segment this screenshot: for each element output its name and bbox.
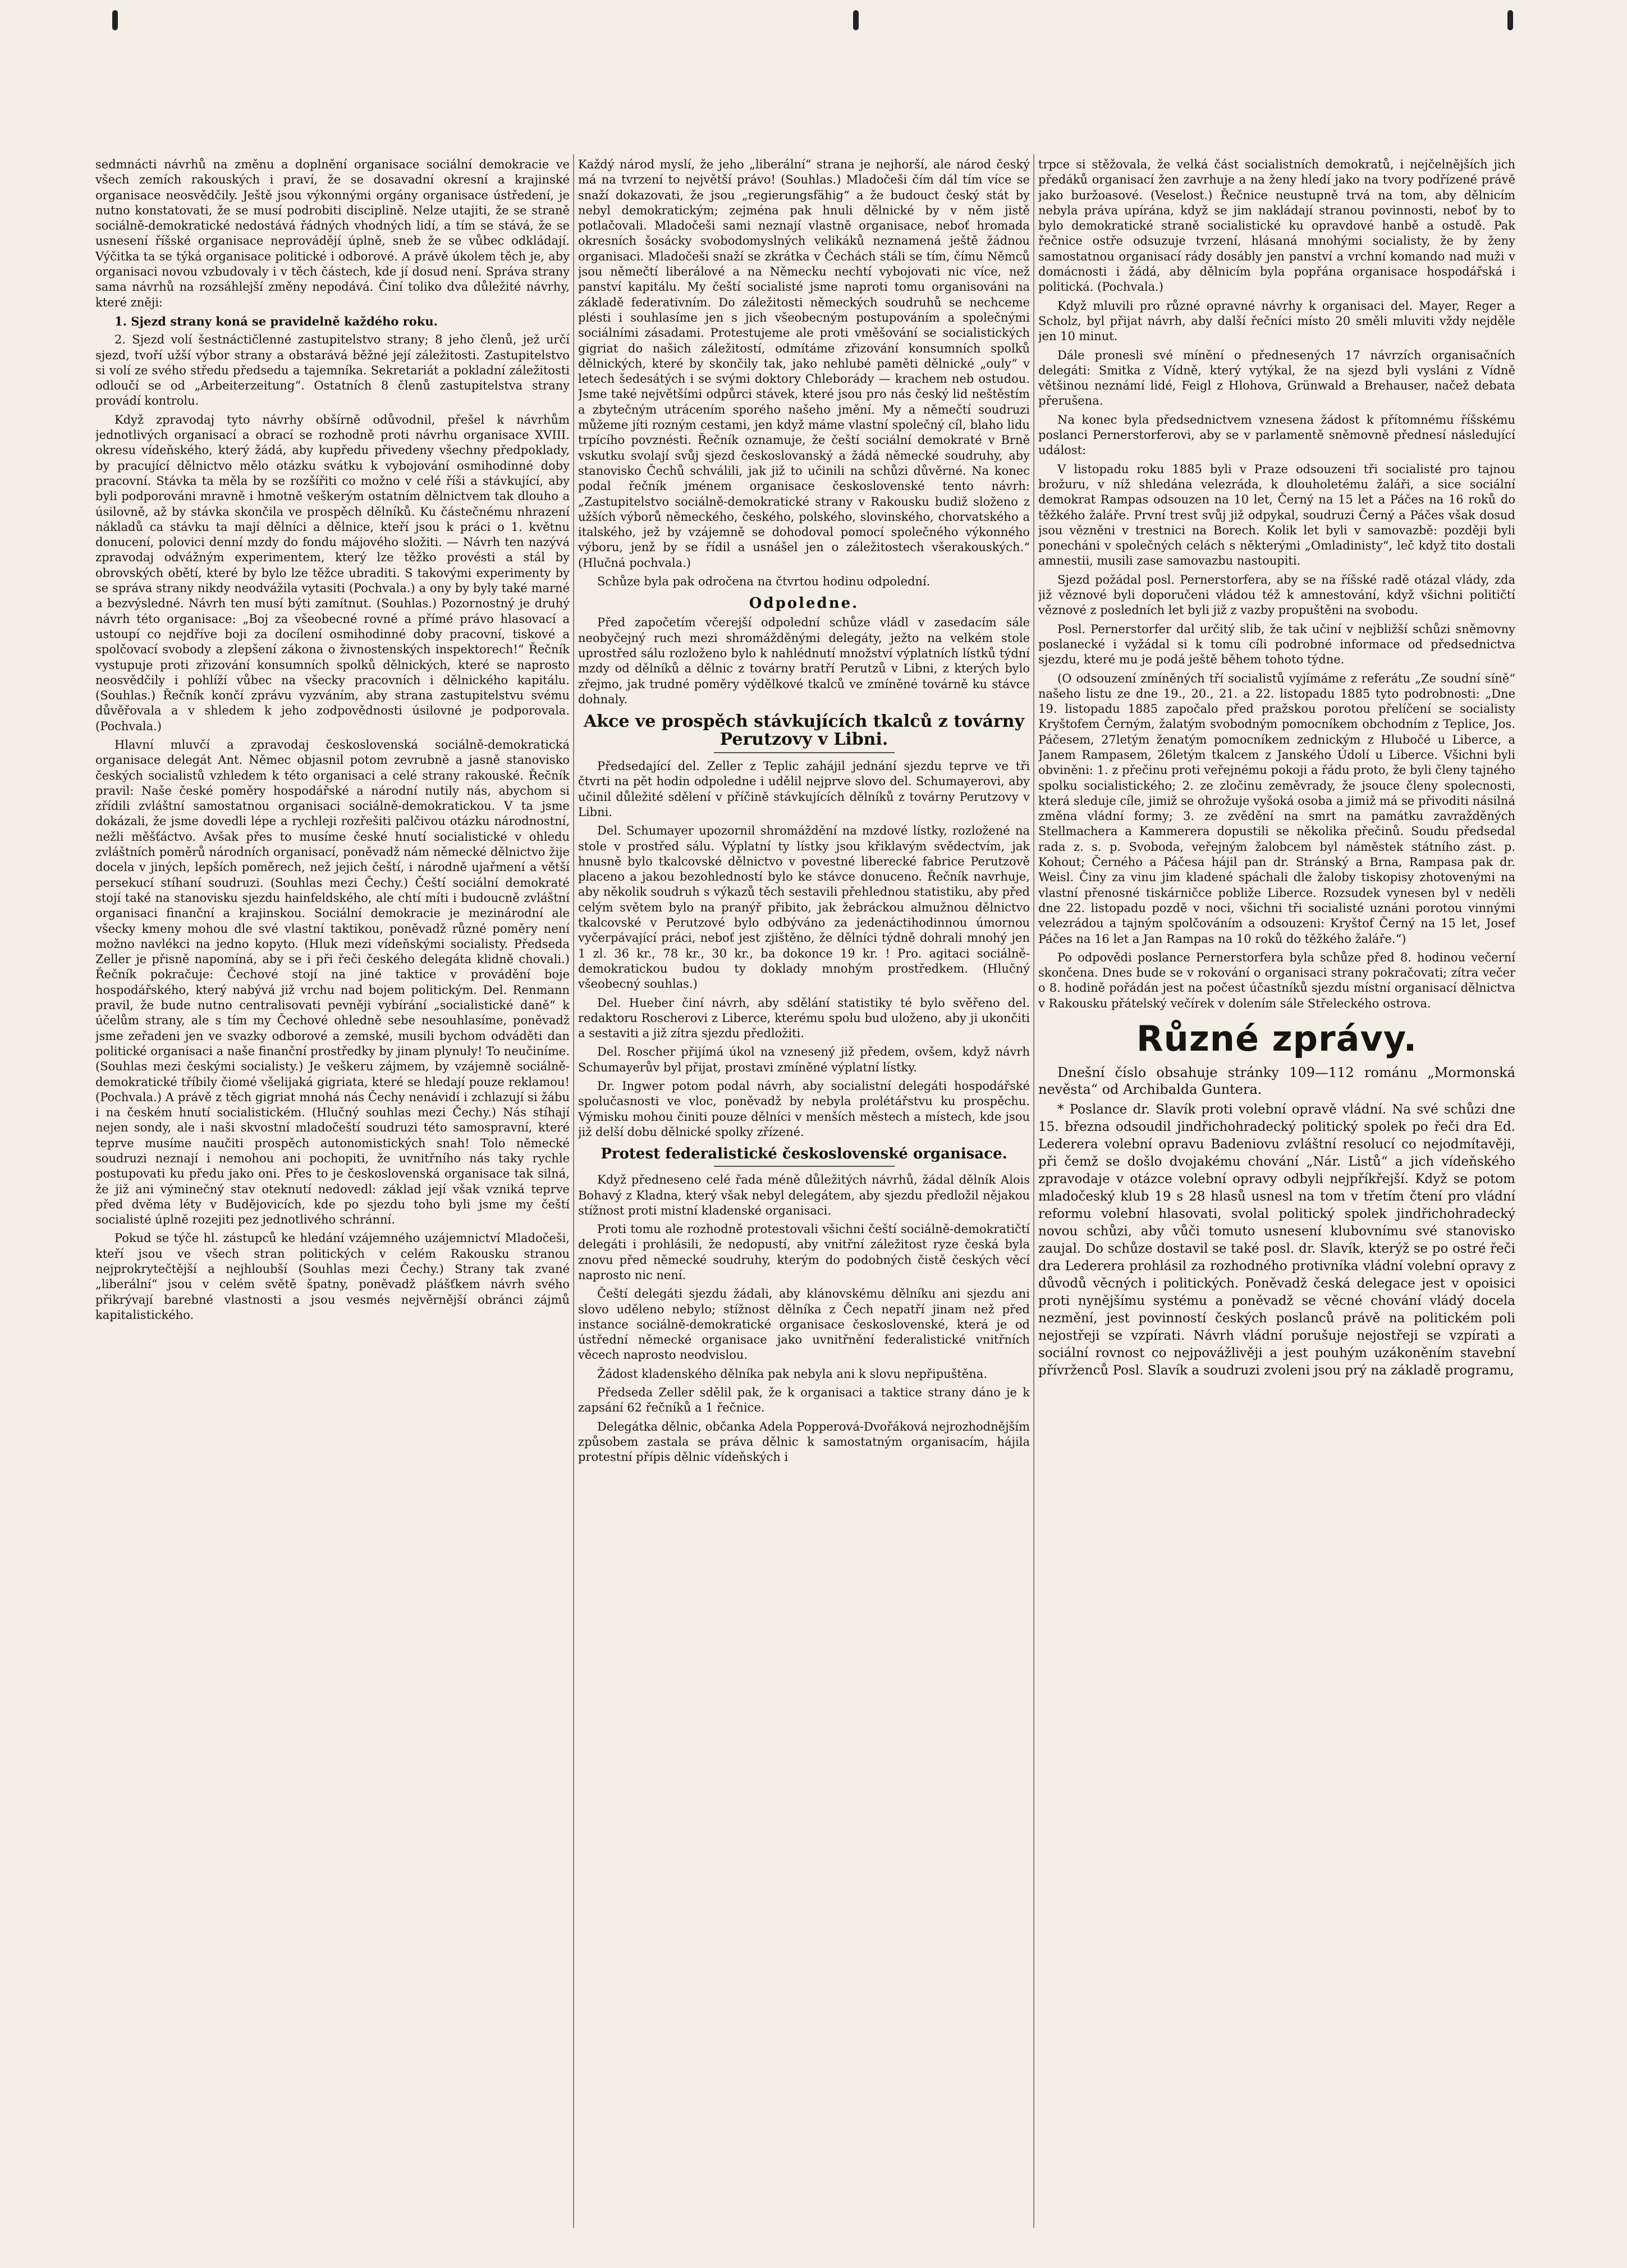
paragraph: Předsedající del. Zeller z Teplic zahájil jednání sjezdu teprve ve tři čtvrti na pět hodin odpoledne i udělil nejprve slovo del. Schumayerovi, aby učinil důležité sdělení v příčině stávkujících dělníků z továrny Perutzovy v Libni. <box>578 759 1030 819</box>
paragraph: Sjezd požádal posl. Pernerstorfera, aby se na říšské radě otázal vlády, zda již věznové byli doporučeni vládou též k amnestování, když všichni političtí věznové z posledních let byli již z vazby propuštěni na svobodu. <box>1038 572 1515 617</box>
paragraph: Žádost kladenského dělníka pak nebyla ani k slovu nepřipuštěna. <box>597 1367 988 1381</box>
paragraph: Před započetím včerejší odpolední schůze vládl v zasedacím sále neobyčejný ruch mezi shromážděnými delegáty, ježto na velkém stole uprostřed sálu rozloženo bylo k nahlédnutí množství výplatních lístků týdní mzdy od dělníků a dělnic z továrny bratří Perutzů v Libni, z kterých bylo zřejmo, jak trudné poměry výdělkové tkalců ve zmíněné továrně ku stávce dohnaly. <box>578 616 1030 706</box>
paragraph: Dnešní číslo obsahuje stránky 109—112 románu „Mormonská nevěsta“ od Archibalda Guntera. <box>1038 1065 1515 1098</box>
divider <box>714 1166 895 1167</box>
article-heading-protest: Protest federalistické československé organisace. <box>601 1146 1007 1163</box>
paragraph: Hlavní mluvčí a zpravodaj československá sociálně-demokratická organisace delegát Ant. Němec objasnil potom zevrubně a jasně stanovisko českých socialistů vzhledem k této organisaci a celé strany rakouské. Řečník pravil: Naše české poměry hospodářské a národní nutily nás, abychom si zřídili zvláštní samostatnou organisaci sociálně-demokratickou. V ta jsme dokázali, že jsme dovedli lépe a rychleji rozřešiti palčivou otázku národnostní, nežli měšťáctvo. Avšak přes to musíme české hnutí socialistické v ohledu zvláštních poměrů národních organisací, poněvadž nám německé dělnictvo žije docela v jiných, lepších poměrech, než jejich čeští, i národně ujařmení a větší persekucí stíhaní soudruzi. (Souhlas mezi Čechy.) Čeští sociální demokraté stojí také na stanovisku sjezdu hainfeldského, ale chtí míti i budoucně zvláštní organisaci finanční a krajinskou. Sociální demokracie je mezinárodní ale všecky kmeny mohou dle své vlastní taktikou, poněvadž různé poměry není možno navlékci na jedno kopyto. (Hluk mezi vídeňskými socialisty. Předseda Zeller je přisně napomíná, aby se i při řeči českého delegáta klidně chovali.) Řečník pokračuje: Čechové stojí na jiné taktice v provádění boje hospodářského, který nabývá již vrchu nad bojem politickým. Del. Renmann pravil, že bude nutno centralisovati pevněji vybírání „socialistické daně“ k účelům strany, ale s tím my Čechové ohledně sebe nesouhlasíme, poněvadž jsme zeřadeni jen ve svazky odborové a zemské, musili bychom odváděti dan politické organisaci a naše finanční prostředky by jinam plynuly! To neučiníme. (Souhlas mezi českými socialisty.) Je veškeru zájmem, by vzájemně sociálně-demokratické tříbily čiomé všelijaká gigriata, které se hledají pouze reklamou! (Pochvala.) A právě z těch gigriat mnohá nás Čechy nenávidí i zchlazují si žábu i na českém hnutí socialistickém. (Hlučný souhlas mezi Čechy.) Nás stíhají nejen sondy, ale i naši skvostní mladočeští soudruzi této samospravní, které teprve musíme naučiti prospěch autonomistických snah! Tolo německé soudruzi neznají i nemohou ani pochopiti, že uvnitřního nás taky rychle postupovati ku předu jako oni. Přes to je československá organisace tak silná, že již ani výminečný stav oteknutí nedovedl: základ její však vzniká teprve před dvěma léty v Budějovicích, kde po sjezdu toho byli jsme my čeští socialisté úplně rozejiti pez jednotlivého schránní. <box>95 737 570 1227</box>
paragraph: Když zpravodaj tyto návrhy obšírně odůvodnil, přešel k návrhům jednotlivých organisací a obrací se rozhodně proti návrhu organisace XVIII. okresu vídeňského, který žádá, aby kupředu přivedeny všechny předpoklady, by pracující dělnictvo mělo otázku svátku k vybojování osmihodinné doby pracovní. Stávka ta měla by se rozšířiti co možno v celé říši a stávkující, aby byli podporováni mravně i hmotně veškerým ostatním dělnictvem tak dlouho a úsilovně, až by stávka skončila ve prospěch dělníků. Ku částečnému nhrazení nákladů ca stávku ta mají dělníci a dělnice, kteří jsou k práci o 1. květnu donucení, polovici denní mzdy do fondu májového složiti. — Návrh ten nazývá zpravodaj odvážným experimentem, který lze těžko provésti a stál by obrovských obětí, které by bylo lze těžce ubraditi. S takovými experimenty by se správa strany nikdy neodvážila vytasiti (Pochvala.) a ony by byly také marné a bezvýsledné. Návrh ten musí býti zamítnut. (Souhlas.) Pozornostný je druhý návrh této organisace: „Boj za všeobecné rovné a přímé právo hlasovací a ustoupí co nejdříve boji za docílení osmihodinné doby pracovní, tiskové a spolčovací svobody a zlepšení zákona o živnostenských inspektorech!“ Řečník vystupuje proti zřizování konsumních spolků dělnických, které se naprosto neosvědčily i pohlíží vůbec na všecky pracovních i dělnického kapitálu. (Souhlas.) Řečník končí zprávu vyzváním, aby strana zastupitelstvu svému důvěřovala a v shledem k jeho zodpovědnosti úsilovné je podporovala. (Pochvala.) <box>95 413 570 733</box>
column-1 <box>95 157 570 2228</box>
paragraph: Na konec byla předsednictvem vznesena žádost k přítomnému říšskému poslanci Pernerstorferovi, aby se v parlamentě sněmovně přednesí následující událost: <box>1038 413 1515 457</box>
scan-mark <box>1507 10 1513 30</box>
paragraph: Dále pronesli své mínění o přednesených 17 návrzích organisačních delegáti: Smitka z Vídně, který vytýkal, že na sjezd byli vysláni z Vídně většinou neznámí lidé, Feigl z Hlohova, Grünwald a Brehauser, načež debata přerušena. <box>1038 348 1515 408</box>
paragraph: Když předneseno celé řada méně důležitých návrhů, žádal dělník Alois Bohavý z Kladna, který však nebyl delegátem, aby sjezdu předložil nějakou stížnost proti mistní kladenské organisaci. <box>578 1173 1030 1217</box>
paragraph: Dr. Ingwer potom podal návrh, aby socialistní delegáti hospodářské spolučasnosti ve vloc, poněvadž by nebyla prolétářstvu ku prospěchu. Výmisku mohou činiti pouze dělníci v menších městech a místech, kde jsou již delší dobu dělnické spolky zřízené. <box>578 1079 1030 1139</box>
column-3 <box>1038 157 1515 2228</box>
paragraph: sedmnácti návrhů na změnu a doplnění organisace sociální demokracie ve všech zemích rakouských i praví, že se dosavadní okresní a krajinské organisace neosvědčily. Ještě jsou výkonnými orgány organisace ústředení, je nutno konstatovati, že se musí podrobiti disciplině. Nelze utajiti, že se straně sociálně-demokratické nedostává řádných vhodných lidí, a tím se stává, že se usnesení říšské organisace neprovádějí úplně, sneb že se vůbec odkládají. Výčitka ta se týká organisace politické i odborové. A právě úkolem těch je, aby organisaci novou vzbudovaly i v těch částech, kde jí dosud není. Správa strany sama návrhů na rozsáhlejší změny nepodává. Činí toliko dva důležité návrhy, které zněji: <box>95 158 570 309</box>
paragraph: Posl. Pernerstorfer dal určitý slib, že tak učiní v nejbližší schůzi sněmovny poslanecké i vyžádal si k tomu cíli podrobné informace od předsednictva sjezdu, které mu je podá ještě během tohoto týdne. <box>1038 622 1515 667</box>
paragraph: (O odsouzení zmíněných tří socialistů vyjímáme z referátu „Ze soudní síně“ našeho listu ze dne 19., 20., 21. a 22. listopadu 1885 tyto podrobnosti: „Dne 19. listopadu 1885 započalo před pražskou porotou přelíčení se socialisty Kryštofem Černým, žalatým svobodným pomocníkem obchodním z Teplice, Jos. Páčesem, 27letým ženatým pomocníkem zednickým z Hlubočé u Liberce, a Janem Rampasem, 26letým tkalcem z Janského Údolí u Liberce. Všichni byli obviněni: 1. z přečinu proti veřejnému pokoji a řádu proto, že byli členy tajného spolku socialistického; 2. ze zločinu zeměvrady, že jsouce členy spolecnosti, která sleduje cíle, jimiž se ohrožuje vyšoká osoba a jimiž má se přivoditi násilná změna vládní formy; 3. ze zvědění na smrt na památku zavražděných Stellmachera a Kammerera dopustili se několika přečinů. Soudu předsedal rada z. s. p. Svoboda, veřejným žalobcem byl náměstek státního zást. p. Kohout; Černého a Páčesa hájil pan dr. Stránský a Brna, Rampasa pak dr. Weisl. Činy za vinu jim kladené spáchali dle žaloby tiskopisy zhotovenými na vlastní přenosné tiskárničce pobliže Liberce. Rozsudek vynesen byl v neděli dne 22. listopadu pozdě v noci, všichni tři socialisté uznáni porotou vinnými velezrádou a tajným spolčováním a odsouzeni: Kryštof Černý na 15 let, Josef Páčes na 16 let a Jan Rampas na 10 roků do těžkého žaláře.“) <box>1038 671 1515 946</box>
paragraph: Del. Schumayer upozornil shromáždění na mzdové lístky, rozložené na stole v prostřed sálu. Výplatní ty lístky jsou křiklavým svědectvím, jak hnusně bylo tkalcovské dělnictvo v povestné liberecké fabrice Perutzově placeno a jakou bezohledností bylo ke stávce donuceno. Řečník navrhuje, aby několik soudruh s výkazů těch sestavili přehlednou statistiku, aby před celým světem bylo na pranýř přibito, jak žebráckou almužnou dělnictvo tkalcovské v Perutzové bylo odbýváno za jedenáctihodinnou úmornou vyčerpávající práci, neboť jest zjištěno, že dělníci týdně dohrali mnohý jen 1 zl. 36 kr., 78 kr., 30 kr., ba dokonce 19 kr. ! Pro. agitaci sociálně-demokratickou budou ty doklady mnohým prostředkem. (Hlučný všeobecný souhlas.) <box>578 824 1030 991</box>
column-rule <box>1033 154 1034 2228</box>
paragraph: Po odpovědi poslance Pernerstorfera byla schůze před 8. hodinou večerní skončena. Dnes bude se v rokování o organisaci strany pokračovati; zítra večer o 8. hodině pořádán jest na počest účastníků sjezdu místní organisací dělnictva v Rakousku přátelský večírek v dolením sále Střeleckého ostrova. <box>1038 950 1515 1010</box>
paragraph: Předseda Zeller sdělil pak, že k organisaci a taktice strany dáno je k zapsání 62 řečníků a 1 řečnice. <box>578 1386 1030 1415</box>
paragraph: Del. Roscher přijímá úkol na vznesený již předem, ovšem, když návrh Schumayerův byl přijat, prostavi zmíněné výplatní lístky. <box>578 1045 1030 1074</box>
paragraph: * Poslance dr. Slavík proti volební opravě vládní. Na své schůzi dne 15. března odsoudil jindřichohradecký politický spolek po řeči dra Ed. Lederera volební opravu Badeniovu zvláštní resolucí co nejodmítavěji, při čemž se došlo dvojakému chování „Nár. Listů“ a jich vídeňského zpravodaje v otázce volební opravy odbyli nejpříkřejší. Když se potom mladočeský klub 19 s 28 hlasů usnesl na tom v třetím čtení pro vládní reformu volební hlasovati, svolal politický spolek jindřichohradecký novou schůzi, aby vůči tomuto usnesení klubovnímu své stanovisko zaujal. Do schůze dostavil se také posl. dr. Slavík, kterýž se po ostré řeči dra Lederera prohlásil za rozhodného protivníka vládní volební opravy z důvodů věcných i politických. Poněvadž česká delegace jest v opoisici proti nynějšímu systému a poněvadž se věcné chování vládý docela nezmění, jest povinností českých poslanců právě na politickém poli nejostřeji se vzpírati. Návrh vládní porušuje nejostřeji se vzpírati a sociální rovnost co nejpovážlivěji a jest pouhým uzákoněním stavební přívrženců Posl. Slavík a soudruzi zvoleni jsou prý na základě programu, <box>1038 1102 1515 1378</box>
paragraph: trpce si stěžovala, že velká část socialistních demokratů, i nejčelnějších jich předáků organisací žen zavrhuje a na ženy hledí jako na tvory podřízené právě jako buržoasové. (Veselost.) Řečnice neustupně trvá na tom, aby dělnicím nebyla práva upírána, když se jim nakládají stranou povinnosti, neboť by to bylo demokratické straně socialistické ku opravdové hanbě a ostudě. Pak řečnice ostře odsuzuje tvrzení, hlásaná mnohými socialisty, že by ženy samostatnou organisací rády dosábly jen panství a vrchní komando nad muži v domácnosti i žádá, aby dělnicím byla popřána organisace hospodářská i politická. (Pochvala.) <box>1038 158 1515 294</box>
scan-mark <box>853 10 859 30</box>
paragraph: Čeští delegáti sjezdu žádali, aby klánovskému dělníku ani sjezdu ani slovo uděleno nebylo; stížnost dělníka z Čech nepatří jinam než před instance sociálně-demokratické organisace československé, která je od ústřední německé organisace jako uvnitřnění federalistické vnitřních věcech naprosto neodvislou. <box>578 1287 1030 1362</box>
divider <box>714 752 895 753</box>
scan-mark <box>112 10 118 30</box>
paragraph: 2. Sjezd volí šestnáctičlenné zastupitelstvo strany; 8 jeho členů, jež určí sjezd, tvoří užší výbor strany a obstarává běžné její záležitosti. Zastupitelstvo si volí ze svého středu předsedu a tajemníka. Sekretariát a pokladní záležitosti odloučí se od „Arbeiterzeitung“. Ostatních 8 členů zastupitelstva strany provádí kontrolu. <box>95 333 570 408</box>
paragraph: Schůze byla pak odročena na čtvrtou hodinu odpolední. <box>597 575 931 589</box>
section-heading-ruzne-zpravy: Různé zprávy. <box>1136 1018 1418 1060</box>
article-heading-akce: Akce ve prospěch stávkujících tkalců z továrny Perutzovy v Libni. <box>583 712 1024 750</box>
paragraph: V listopadu roku 1885 byli v Praze odsouzeni tři socialisté pro tajnou brožuru, v níž shledána velezráda, k dlouholetému žaláři, a sice sociální demokrat Rampas odsouzen na 10 let, Černý na 15 let a Páčes na 16 roků do těžkého žaláře. První trest svůj již odpykal, soudruzi Černý a Páčes však dosud jsou vězněni v trestnici na Borech. Kolik let byli v samovazbě: později byli ponecháni v společných celách s některými „Omladinisty“, leč když tito dostali amnestii, musili zase samovazbu nastoupiti. <box>1038 462 1515 568</box>
paragraph: Delegátka dělnic, občanka Adela Popperová-Dvořáková nejrozhodnějším způsobem zastala se práva dělnic k samostatným organisacím, hájila protestní přípis dělnic vídeňských i <box>578 1419 1030 1464</box>
paragraph: Když mluvili pro různé opravné návrhy k organisaci del. Mayer, Reger a Scholz, byl přijat návrh, aby další řečníci místo 20 směli mluviti vždy nejděle jen 10 minut. <box>1038 299 1515 343</box>
paragraph: Pokud se týče hl. zástupců ke hledání vzájemného uzájemnictví Mladočeši, kteří jsou ve všech stran politických v celém Rakousku stranou nejprokrytečtější a nejhloubší (Souhlas mezi Čechy.) Strany tak zvané „liberální“ jsou v celém světě špatny, poněvadž plášťkem návrh svého přikrývají barebné vlastnosti a jsou vesmés nejvěrnější obránci zájmů kapitalistického. <box>95 1231 570 1322</box>
paragraph: Každý národ myslí, že jeho „liberální“ strana je nejhorší, ale národ český má na tvrzení to největší právo! (Souhlas.) Mladočeši čím dál tím více se snaží dokazovati, že jsou „regierungsfähig“ a že budouct český stát by nebyl demokratickým; zejména pak hnuli dělnické by v něm jistě potlačovali. Mladočeši sami neznají vlastně organisace, neboť hromada okresních šosácky svobodomyslných velikáků neznamená ještě žádnou organisaci. Mladočeši snaží se zkrátka v Čechách stáli se tím, čímu Němců jsou němečtí liberálové a na Německu nechtí vybojovati nic více, než panství kapitálu. My čeští socialisté jsme naproti tomu organisováni na základě federativním. Do záležitosti německých soudruhů se nechceme plésti i souhlasíme jen s jich všeobecným postupováním a společnými sociálními zásadami. Protestujeme ale proti vměšování se socialistických gigriat do našich záležitostí, odmítáme zřizování konsumních spolků dělnických, které by skončily tak, jako nehlubé paměti dělnické „ouly“ v letech šedesátých i se svými doktory Chleborády — krachem neb ostudou. Jsme také největšími odpůrci stávek, které jsou pro nás český lid neštěstím a zbytečným utrácením sporého našeho jmění. My a němečtí soudruzi můžeme jíti rozným cestami, jen když máme vlastní společný cíl, blaho lidu trpícího povznésti. Řečník oznamuje, že čeští sociální demokraté v Brně vskutku svolají svůj sjezd českoslovanský a žádá německé soudruhy, aby stanovisko Čechů schválili, jak již to učinili na schůzi důvěrné. Na konec podal řečník jménem organisace československé tento návrh: „Zastupitelstvo sociálně-demokratické strany v Rakousku budiž složeno z užších výborů německého, českého, polského, slovinského, chorvatského a italského, jež by vzájemně se dohodoval pomocí společného výkonného výboru, jenž by se řídil a usnášel jen o záležitostech všerakouských.“ (Hlučná pochvala.) <box>578 158 1030 570</box>
paragraph: 1. Sjezd strany koná se pravidelně každého roku. <box>114 314 438 328</box>
paragraph: Del. Hueber činí návrh, aby sdělání statistiky té bylo svěřeno del. redaktoru Roscherovi z Liberce, kterému spolu bud uloženo, aby ji ukončiti a sestaviti a již zítra sjezdu předložiti. <box>578 996 1030 1041</box>
section-heading-odpoledne: Odpoledne. <box>749 595 859 612</box>
column-2 <box>578 157 1030 2228</box>
column-rule <box>573 154 574 2228</box>
paragraph: Proti tomu ale rozhodně protestovali všichni čeští sociálně-demokratičtí delegáti i prohlásili, že nedopustí, aby vnitřní záležitost ryze česká byla znovu před německé soudruhy, kterým do podobných čistě českých věcí naprosto nic není. <box>578 1222 1030 1282</box>
